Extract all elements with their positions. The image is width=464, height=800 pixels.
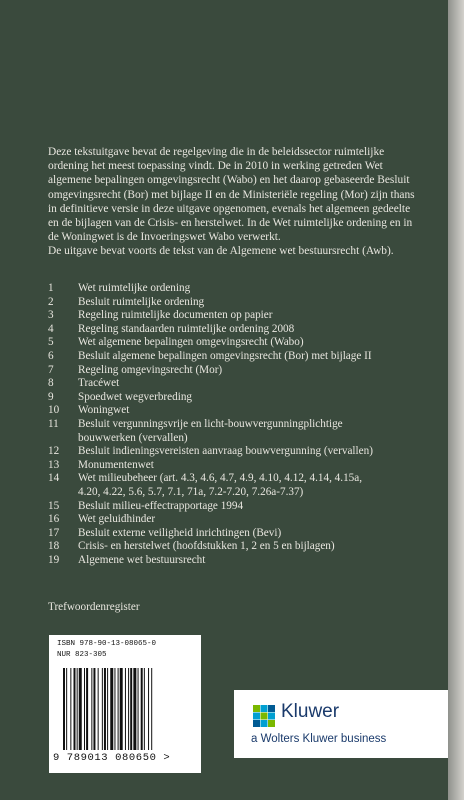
publisher-name: Kluwer — [281, 701, 340, 722]
intro-text — [48, 145, 420, 259]
contents-item-line: 4.20, 4.22, 5.6, 5.7, 7.1, 71a, 7.2-7.20, 7.26a-7.37) — [78, 485, 304, 498]
contents-item-number: 8 — [48, 377, 54, 390]
publisher-logo-block — [234, 690, 448, 758]
contents-item-title — [78, 445, 433, 459]
contents-item-number: 6 — [48, 349, 54, 362]
contents-item — [48, 527, 433, 541]
contents-item-title — [78, 527, 433, 541]
contents-item-title — [78, 404, 433, 418]
contents-item-line: Regeling omgevingsrecht (Mor) — [78, 363, 223, 376]
contents-item-line: Tracéwet — [78, 377, 120, 390]
contents-item-number: 11 — [48, 417, 59, 430]
contents-item-line: Algemene wet bestuursrecht — [78, 553, 206, 566]
contents-item-line: bouwwerken (vervallen) — [78, 431, 188, 444]
contents-item — [48, 513, 433, 527]
contents-item-number: 4 — [48, 322, 54, 335]
contents-item-line: Woningwet — [78, 404, 130, 417]
contents-item-title — [78, 323, 433, 337]
contents-item-number: 12 — [48, 445, 60, 458]
contents-item — [48, 500, 433, 514]
intro-paragraph-1: Deze tekstuitgave bevat de regelgeving die in de beleidssector ruimtelijke ordening het meest toepassing vindt. De in 2010 in werking getreden Wet algemene bepalingen omgevingsrecht (Wabo) en het daarop gebaseerde Besluit omgevingsrecht (Bor) met bijlage II en de Ministeriële regeling (Mor) zijn thans in definitieve versie in deze uitgave opgenomen, evenals het algemeen gedeelte en de bijlagen van de Crisis- en herstelwet. In de Wet ruimtelijke ordening en in de Woningwet is de Invoeringswet Wabo verwerkt. — [48, 146, 415, 244]
contents-item — [48, 336, 433, 350]
contents-item-title — [78, 309, 433, 323]
contents-item-line: Wet milieubeheer (art. 4.3, 4.6, 4.7, 4.9, 4.10, 4.12, 4.14, 4.15a, — [78, 472, 363, 485]
contents-item-line: Regeling ruimtelijke documenten op papier — [78, 309, 273, 322]
contents-item-number: 19 — [48, 553, 60, 566]
barcode-label — [49, 635, 201, 773]
contents-item — [48, 309, 433, 323]
contents-item — [48, 404, 433, 418]
contents-item-number: 18 — [48, 540, 60, 553]
intro-paragraph-2: De uitgave bevat voorts de tekst van de Algemene wet bestuursrecht (Awb). — [48, 245, 394, 258]
contents-item-title — [78, 336, 433, 350]
contents-item-number: 16 — [48, 513, 60, 526]
contents-item-title — [78, 418, 433, 445]
contents-item-line: Besluit milieu-effectrapportage 1994 — [78, 499, 244, 512]
contents-item — [48, 540, 433, 554]
contents-item-line: Besluit externe veiligheid inrichtingen (Bevi) — [78, 526, 282, 539]
contents-item-line: Besluit algemene bepalingen omgevingsrecht (Bor) met bijlage II — [78, 349, 372, 362]
contents-item — [48, 296, 433, 310]
barcode-digits: 9 789013 080650 > — [53, 752, 171, 764]
contents-item-title — [78, 282, 433, 296]
contents-item-number: 14 — [48, 472, 60, 485]
barcode-icon — [61, 668, 191, 750]
isbn-text: ISBN 978-90-13-08065-0 — [57, 640, 157, 648]
contents-item-title — [78, 472, 433, 499]
page-edge — [448, 0, 464, 800]
contents-item-line: Besluit ruimtelijke ordening — [78, 295, 205, 308]
contents-item — [48, 391, 433, 405]
contents-item-line: Besluit indieningsvereisten aanvraag bouwvergunning (vervallen) — [78, 445, 373, 458]
contents-item-title — [78, 350, 433, 364]
contents-item — [48, 459, 433, 473]
contents-item-line: Spoedwet wegverbreding — [78, 390, 193, 403]
contents-item — [48, 554, 433, 568]
contents-item-title — [78, 459, 433, 473]
contents-item — [48, 350, 433, 364]
contents-item-line: Wet ruimtelijke ordening — [78, 282, 191, 294]
contents-item-title — [78, 391, 433, 405]
nur-text: NUR 823-305 — [57, 651, 107, 659]
contents-item-number: 1 — [48, 282, 54, 294]
contents-item — [48, 282, 433, 296]
contents-item — [48, 377, 433, 391]
contents-item — [48, 472, 433, 499]
contents-item-line: Monumentenwet — [78, 458, 154, 471]
contents-item-line: Wet algemene bepalingen omgevingsrecht (Wabo) — [78, 336, 304, 349]
contents-item-line: Crisis- en herstelwet (hoofdstukken 1, 2 en 5 en bijlagen) — [78, 540, 335, 553]
contents-item-title — [78, 364, 433, 378]
contents-item-number: 13 — [48, 458, 60, 471]
index-entry: Trefwoordenregister — [48, 601, 140, 613]
contents-item-title — [78, 554, 433, 568]
contents-item-number: 2 — [48, 295, 54, 308]
contents-item-number: 3 — [48, 309, 54, 322]
contents-item-title — [78, 377, 433, 391]
publisher-tagline: a Wolters Kluwer business — [251, 733, 387, 745]
contents-item-number: 15 — [48, 499, 60, 512]
contents-list — [48, 282, 433, 567]
contents-item-number: 5 — [48, 336, 54, 349]
contents-item-line: Wet geluidhinder — [78, 513, 156, 526]
contents-item-title — [78, 296, 433, 310]
contents-item-line: Regeling standaarden ruimtelijke ordening 2008 — [78, 322, 295, 335]
contents-item-title — [78, 513, 433, 527]
contents-item-number: 10 — [48, 404, 60, 417]
contents-item — [48, 445, 433, 459]
contents-item — [48, 364, 433, 378]
contents-item-number: 9 — [48, 390, 54, 403]
contents-item — [48, 323, 433, 337]
contents-item-title — [78, 540, 433, 554]
contents-item-number: 7 — [48, 363, 54, 376]
contents-item-title — [78, 500, 433, 514]
kluwer-mosaic-icon — [251, 703, 277, 729]
contents-item-number: 17 — [48, 526, 60, 539]
contents-item — [48, 418, 433, 445]
contents-item-line: Besluit vergunningsvrije en licht-bouwvergunningplichtige — [78, 417, 343, 430]
